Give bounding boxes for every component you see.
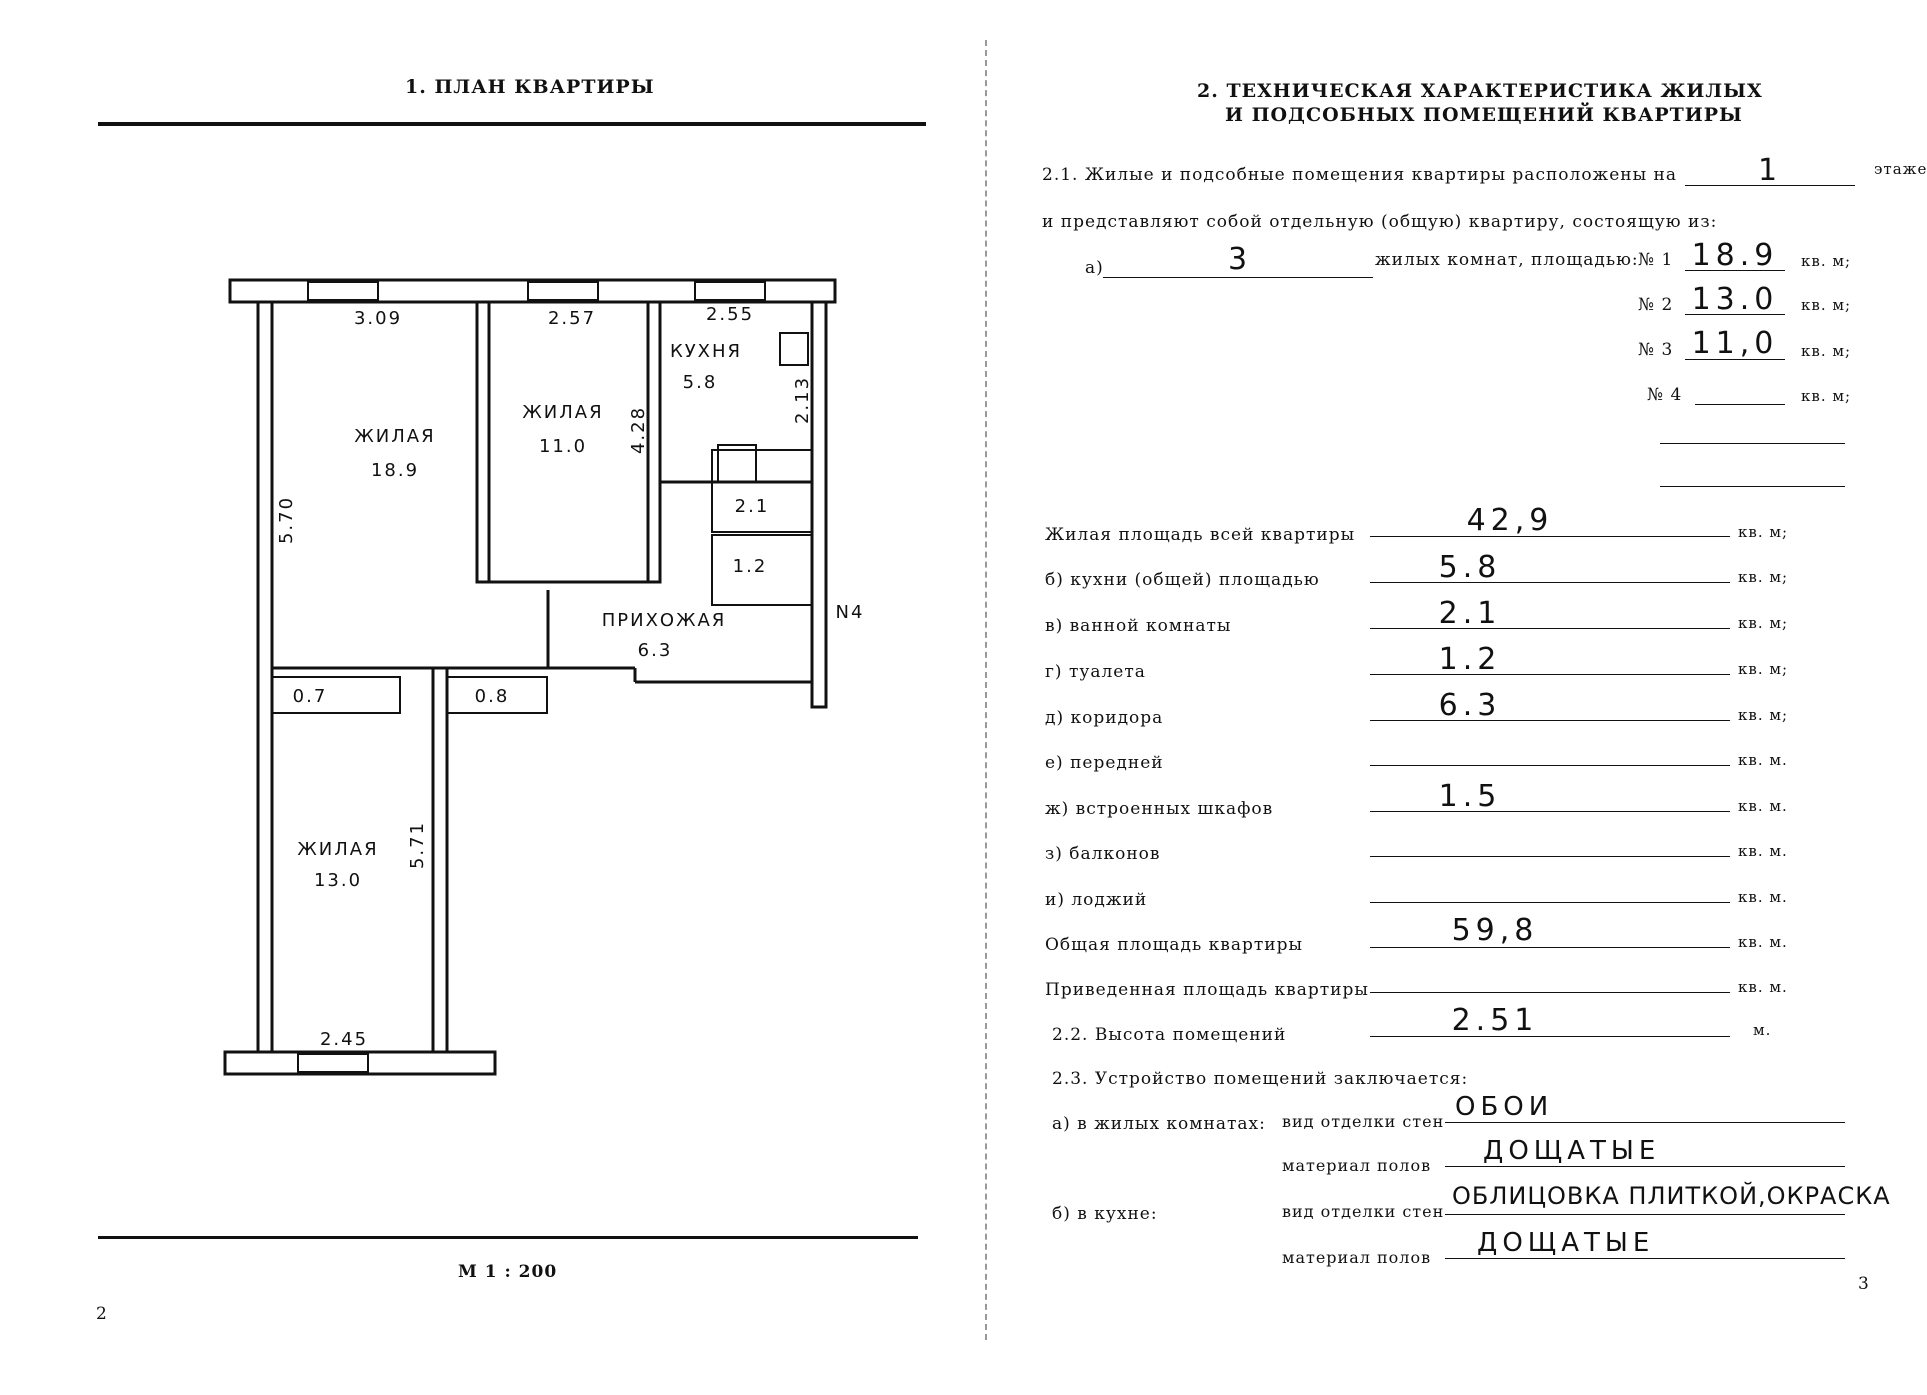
- kitchen-floors-value: ДОЩАТЫЕ: [1477, 1228, 1655, 1258]
- area-toilet-value: 1.2: [1438, 642, 1502, 677]
- plan-dim-309: 3.09: [353, 308, 403, 329]
- plan-dim-245: 2.45: [319, 1029, 369, 1050]
- room4-label: № 4: [1647, 385, 1683, 405]
- plan-stove: [780, 333, 808, 365]
- area-front-label: е) передней: [1045, 753, 1164, 773]
- area-reduced-line: [1370, 992, 1730, 993]
- plan-room-hall-area: 6.3: [637, 640, 673, 661]
- page-number-left: 2: [96, 1304, 107, 1324]
- room1-value: 18.9: [1691, 238, 1779, 273]
- room3-label: № 3: [1638, 340, 1674, 360]
- kitchen-label: б) в кухне:: [1052, 1204, 1158, 1224]
- height-label: 2.2. Высота помещений: [1052, 1025, 1287, 1045]
- plan-room-hall-name: ПРИХОЖАЯ: [601, 610, 727, 631]
- area-total-unit: кв. м.: [1738, 933, 1788, 951]
- plan-left-wall: [258, 302, 272, 1052]
- kitchen-walls-label: вид отделки стен: [1282, 1202, 1445, 1221]
- plan-closet-1: [272, 677, 400, 713]
- area-loggia-unit: кв. м.: [1738, 888, 1788, 906]
- plan-bath-block: [712, 450, 812, 532]
- s23-text: 2.3. Устройство помещений заключается:: [1052, 1069, 1469, 1089]
- plan-room-kitchen-name: КУХНЯ: [669, 341, 743, 362]
- area-kitchen-unit: кв. м;: [1738, 568, 1789, 586]
- plan-room-130-area: 13.0: [313, 870, 363, 891]
- plan-toilet-area: 1.2: [732, 556, 768, 577]
- room1-label: № 1: [1638, 250, 1674, 270]
- area-closets-label: ж) встроенных шкафов: [1045, 799, 1274, 819]
- area-balcony-line: [1370, 856, 1730, 857]
- room3-value: 11,0: [1691, 326, 1779, 361]
- living-walls-label: вид отделки стен: [1282, 1112, 1445, 1131]
- plan-dim-571: 5.71: [407, 820, 428, 870]
- area-corridor-unit: кв. м;: [1738, 706, 1789, 724]
- living-walls-line: [1445, 1122, 1845, 1123]
- rooms-text: жилых комнат, площадью:: [1375, 250, 1639, 270]
- room4-line: [1695, 404, 1785, 405]
- living-label: а) в жилых комнатах:: [1052, 1114, 1266, 1134]
- area-bath-unit: кв. м;: [1738, 614, 1789, 632]
- floor-unit: этаже: [1874, 160, 1927, 178]
- area-front-unit: кв. м.: [1738, 751, 1788, 769]
- area-front-line: [1370, 765, 1730, 766]
- room3-unit: кв. м;: [1801, 342, 1852, 360]
- area-corridor-label: д) коридора: [1045, 708, 1164, 728]
- plan-room-110-name: ЖИЛАЯ: [522, 402, 604, 423]
- a-label: а): [1085, 258, 1104, 278]
- area-kitchen-label: б) кухни (общей) площадью: [1045, 570, 1320, 590]
- plan-closet-1-area: 0.7: [292, 686, 328, 707]
- area-corridor-value: 6.3: [1438, 688, 1502, 723]
- bottom-rule: [98, 1236, 918, 1239]
- height-value: 2.51: [1451, 1003, 1539, 1038]
- plan-apartment-no: N4: [835, 602, 865, 623]
- floor-value: 1: [1757, 153, 1783, 188]
- area-balcony-unit: кв. м.: [1738, 842, 1788, 860]
- plan-wall-110-kitchen: [648, 302, 660, 582]
- area-balcony-label: з) балконов: [1045, 844, 1161, 864]
- area-total-value: 59,8: [1451, 913, 1539, 948]
- living-floors-value: ДОЩАТЫЕ: [1483, 1136, 1661, 1166]
- plan-dim-428: 4.28: [628, 405, 649, 455]
- kitchen-walls-value: ОБЛИЦОВКА ПЛИТКОЙ,ОКРАСКА: [1452, 1182, 1891, 1210]
- plan-top-wall: [230, 280, 835, 302]
- area-bath-value: 2.1: [1438, 596, 1502, 631]
- room2-unit: кв. м;: [1801, 296, 1852, 314]
- plan-dim-255: 2.55: [705, 304, 755, 325]
- plan-closet-2-area: 0.8: [474, 686, 510, 707]
- room2-value: 13.0: [1691, 282, 1779, 317]
- plan-dim-570: 5.70: [276, 495, 297, 545]
- plan-bottom-wall: [225, 1052, 495, 1074]
- plan-wall-13-right: [433, 668, 447, 1052]
- plan-bath-area: 2.1: [734, 496, 770, 517]
- area-living-label: Жилая площадь всей квартиры: [1045, 525, 1356, 545]
- room4-unit: кв. м;: [1801, 387, 1852, 405]
- area-bath-label: в) ванной комнаты: [1045, 616, 1232, 636]
- kitchen-floors-label: материал полов: [1282, 1248, 1432, 1267]
- area-loggia-line: [1370, 902, 1730, 903]
- extra-line-2: [1660, 486, 1845, 487]
- height-unit: м.: [1753, 1021, 1772, 1039]
- represent-text: и представляют собой отдельную (общую) квартиру, состоящую из:: [1042, 212, 1718, 232]
- plan-dim-257: 2.57: [547, 308, 597, 329]
- plan-dim-213: 2.13: [792, 375, 813, 425]
- living-floors-label: материал полов: [1282, 1156, 1432, 1175]
- plan-wall-189-110: [477, 302, 489, 582]
- area-closets-value: 1.5: [1438, 779, 1502, 814]
- living-floors-line: [1445, 1166, 1845, 1167]
- page-number-right: 3: [1858, 1274, 1869, 1294]
- plan-room-189-name: ЖИЛАЯ: [354, 426, 436, 447]
- plan-room-kitchen-area: 5.8: [682, 372, 718, 393]
- plan-room-110-area: 11.0: [538, 436, 588, 457]
- area-toilet-unit: кв. м;: [1738, 660, 1789, 678]
- area-closets-unit: кв. м.: [1738, 797, 1788, 815]
- extra-line-1: [1660, 443, 1845, 444]
- tech-title-line2: И ПОДСОБНЫХ ПОМЕЩЕНИЙ КВАРТИРЫ: [1225, 104, 1743, 126]
- living-walls-value: ОБОИ: [1455, 1092, 1554, 1122]
- area-living-value: 42,9: [1466, 503, 1554, 538]
- area-living-unit: кв. м;: [1738, 523, 1789, 541]
- area-total-label: Общая площадь квартиры: [1045, 935, 1304, 955]
- tech-title-line1: 2. ТЕХНИЧЕСКАЯ ХАРАКТЕРИСТИКА ЖИЛЫХ: [1197, 80, 1763, 102]
- room2-label: № 2: [1638, 295, 1674, 315]
- room1-unit: кв. м;: [1801, 252, 1852, 270]
- plan-title: 1. ПЛАН КВАРТИРЫ: [405, 76, 655, 98]
- rooms-count-line: [1103, 277, 1373, 278]
- kitchen-floors-line: [1445, 1258, 1845, 1259]
- area-loggia-label: и) лоджий: [1045, 890, 1148, 910]
- plan-room-189-area: 18.9: [370, 460, 420, 481]
- plan-room-130-name: ЖИЛАЯ: [297, 839, 379, 860]
- area-reduced-label: Приведенная площадь квартиры: [1045, 980, 1369, 1000]
- area-kitchen-value: 5.8: [1438, 550, 1502, 585]
- rooms-count: 3: [1227, 242, 1253, 277]
- area-reduced-unit: кв. м.: [1738, 978, 1788, 996]
- kitchen-walls-line: [1445, 1214, 1845, 1215]
- s21-text: 2.1. Жилые и подсобные помещения квартиры расположены на: [1042, 165, 1677, 185]
- right-page: [985, 0, 1927, 1395]
- area-toilet-label: г) туалета: [1045, 662, 1146, 682]
- plan-scale: М 1 : 200: [458, 1262, 558, 1282]
- plan-right-wall: [812, 302, 826, 707]
